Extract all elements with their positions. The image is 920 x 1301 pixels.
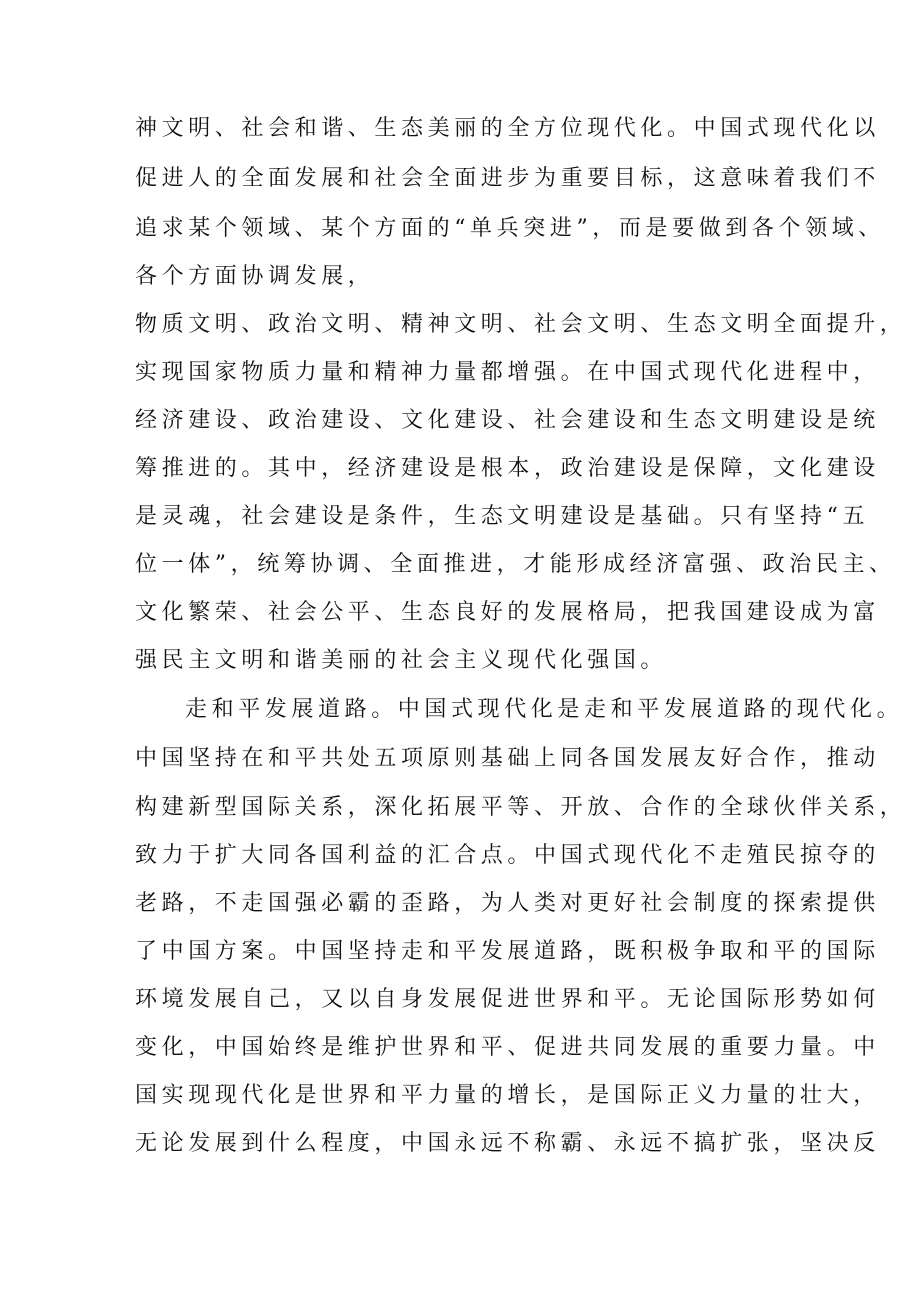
text-line: 老路，不走国强必霸的歪路，为人类对更好社会制度的探索提供 [135, 891, 880, 916]
text-line: 变化，中国始终是维护世界和平、促进共同发展的重要力量。中 [135, 1035, 880, 1060]
text-line: 筹推进的。其中，经济建设是根本，政治建设是保障，文化建设 [135, 456, 880, 481]
text-line: 构建新型国际关系，深化拓展平等、开放、合作的全球伙伴关系， [135, 795, 907, 820]
text-line: 物质文明、政治文明、精神文明、社会文明、生态文明全面提升， [135, 312, 907, 337]
text-line: 了中国方案。中国坚持走和平发展道路，既积极争取和平的国际 [135, 939, 880, 964]
text-line: 文化繁荣、社会公平、生态良好的发展格局，把我国建设成为富 [135, 600, 880, 625]
text-line: 中国坚持在和平共处五项原则基础上同各国发展友好合作，推动 [135, 746, 880, 771]
text-line: 各个方面协调发展， [135, 264, 375, 289]
text-line: 国实现现代化是世界和平力量的增长，是国际正义力量的壮大， [135, 1083, 880, 1108]
text-line: 经济建设、政治建设、文化建设、社会建设和生态文明建设是统 [135, 408, 880, 433]
text-line: 实现国家物质力量和精神力量都增强。在中国式现代化进程中， [135, 360, 880, 385]
text-line: 位一体”，统筹协调、全面推进，才能形成经济富强、政治民主、 [135, 552, 896, 577]
paragraph-first-line: 走和平发展道路。中国式现代化是走和平发展道路的现代化。 [185, 697, 904, 722]
text-line: 环境发展自己，又以自身发展促进世界和平。无论国际形势如何 [135, 987, 880, 1012]
text-line: 无论发展到什么程度，中国永远不称霸、永远不搞扩张，坚决反 [135, 1131, 880, 1156]
text-line: 致力于扩大同各国利益的汇合点。中国式现代化不走殖民掠夺的 [135, 843, 880, 868]
text-line: 促进人的全面发展和社会全面进步为重要目标，这意味着我们不 [135, 166, 880, 191]
text-line: 是灵魂，社会建设是条件，生态文明建设是基础。只有坚持“五 [135, 504, 870, 529]
text-line: 强民主文明和谐美丽的社会主义现代化强国。 [135, 648, 668, 673]
text-line: 神文明、社会和谐、生态美丽的全方位现代化。中国式现代化以 [135, 116, 880, 141]
text-line: 追求某个领域、某个方面的“单兵突进”，而是要做到各个领域、 [135, 216, 885, 241]
